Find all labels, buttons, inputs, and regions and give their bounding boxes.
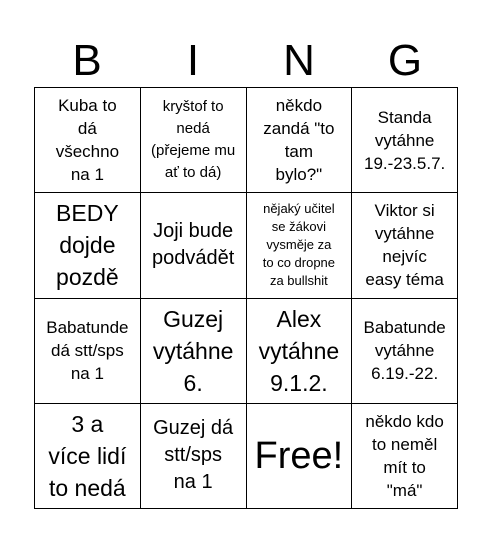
cell-text: Guzej dá stt/sps na 1 bbox=[153, 417, 234, 494]
cell-text: Standa vytáhne 19.-23.5.7. bbox=[363, 107, 446, 173]
cell-text: Joji bude podvádět bbox=[151, 220, 235, 270]
header-letter-b: B bbox=[72, 36, 102, 85]
bingo-cell[interactable] bbox=[247, 299, 353, 404]
header-letter-g: G bbox=[387, 36, 423, 85]
cell-text: Viktor si vytáhne nejvíc easy téma bbox=[365, 201, 444, 290]
bingo-cell[interactable] bbox=[141, 193, 247, 298]
cell-text: Alex vytáhne 9.1.2. bbox=[258, 305, 340, 396]
bingo-cell[interactable] bbox=[35, 193, 141, 298]
free-space-text: Free! bbox=[254, 434, 344, 477]
cell-text: Babatunde vytáhne 6.19.-22. bbox=[363, 318, 446, 384]
bingo-cell[interactable] bbox=[247, 193, 353, 298]
bingo-cell[interactable] bbox=[141, 404, 247, 509]
bingo-cell[interactable] bbox=[352, 404, 458, 509]
bingo-board bbox=[34, 87, 458, 509]
cell-text: Guzej vytáhne 6. bbox=[152, 305, 234, 396]
cell-text: 3 a více lidí to nedá bbox=[48, 410, 127, 501]
cell-text: BEDY dojde pozdě bbox=[56, 200, 119, 291]
cell-text: někdo zandá "to tam bylo?" bbox=[263, 96, 335, 185]
cell-text: nějaký učitel se žákovi vysměje za to co dropne za bullshit bbox=[262, 201, 336, 289]
bingo-cell[interactable] bbox=[352, 299, 458, 404]
bingo-cell[interactable] bbox=[35, 404, 141, 509]
cell-text: Babatunde dá stt/sps na 1 bbox=[46, 318, 129, 384]
bingo-cell[interactable] bbox=[352, 88, 458, 193]
header-letter-i: I bbox=[186, 36, 200, 85]
cell-text: někdo kdo to neměl mít to "má" bbox=[365, 411, 444, 500]
free-space-cell[interactable] bbox=[247, 404, 353, 509]
header-letter-n: N bbox=[283, 36, 315, 85]
bingo-cell[interactable] bbox=[141, 88, 247, 193]
bingo-cell[interactable] bbox=[141, 299, 247, 404]
bingo-cell[interactable] bbox=[247, 88, 353, 193]
cell-text: Kuba to dá všechno na 1 bbox=[55, 96, 120, 185]
bingo-header bbox=[34, 36, 458, 86]
bingo-cell[interactable] bbox=[35, 88, 141, 193]
bingo-cell[interactable] bbox=[35, 299, 141, 404]
bingo-cell[interactable] bbox=[352, 193, 458, 298]
cell-text: kryštof to nedá (přejeme mu ať to dá) bbox=[151, 98, 236, 182]
